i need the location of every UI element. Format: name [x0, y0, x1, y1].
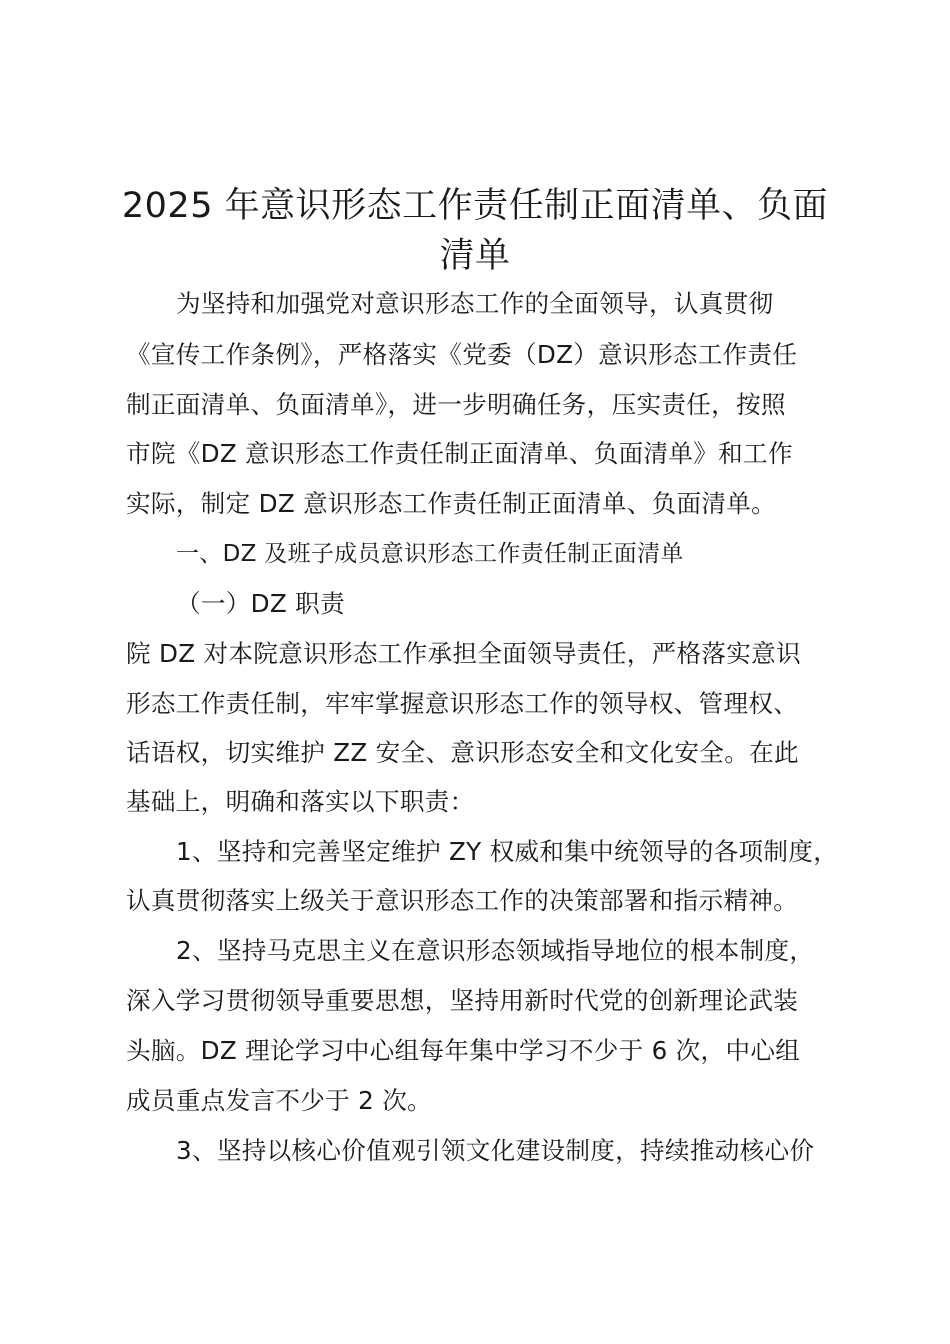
- list-item-line: 头脑。DZ 理论学习中心组每年集中学习不少于 6 次，中心组: [126, 1036, 801, 1065]
- paragraph-line: 院 DZ 对本院意识形态工作承担全面领导责任，严格落实意识: [126, 639, 801, 668]
- document-title-line-2: 清单: [439, 236, 511, 276]
- paragraph-line: 话语权，切实维护 ZZ 安全、意识形态安全和文化安全。在此: [126, 738, 799, 767]
- list-item-line: 深入学习贯彻领导重要思想，坚持用新时代党的创新理论武装: [126, 986, 799, 1015]
- paragraph-line: 实际，制定 DZ 意识形态工作责任制正面清单、负面清单。: [126, 489, 777, 518]
- paragraph-line: 形态工作责任制，牢牢掌握意识形态工作的领导权、管理权、: [126, 689, 799, 718]
- paragraph-line: 市院《DZ 意识形态工作责任制正面清单、负面清单》和工作: [126, 439, 793, 468]
- list-item-line: 成员重点发言不少于 2 次。: [126, 1086, 433, 1115]
- paragraph-line: 基础上，明确和落实以下职责：: [126, 787, 475, 816]
- section-heading: 一、DZ 及班子成员意识形态工作责任制正面清单: [176, 541, 684, 567]
- list-item-line: 3、坚持以核心价值观引领文化建设制度，持续推动核心价: [176, 1136, 815, 1165]
- document-title-line-1: 2025 年意识形态工作责任制正面清单、负面: [121, 186, 829, 226]
- paragraph-line: 制正面清单、负面清单》，进一步明确任务，压实责任，按照: [126, 390, 786, 419]
- paragraph-line: 为坚持和加强党对意识形态工作的全面领导，认真贯彻: [176, 289, 774, 318]
- list-item-line: 认真贯彻落实上级关于意识形态工作的决策部署和指示精神。: [126, 886, 799, 915]
- paragraph-line: 《宣传工作条例》，严格落实《党委（DZ）意识形态工作责任: [126, 340, 798, 369]
- list-item-line: 1、坚持和完善坚定维护 ZY 权威和集中统领导的各项制度，: [176, 837, 839, 866]
- list-item-line: 2、坚持马克思主义在意识形态领域指导地位的根本制度，: [176, 936, 815, 965]
- subsection-heading: （一）DZ 职责: [176, 589, 345, 618]
